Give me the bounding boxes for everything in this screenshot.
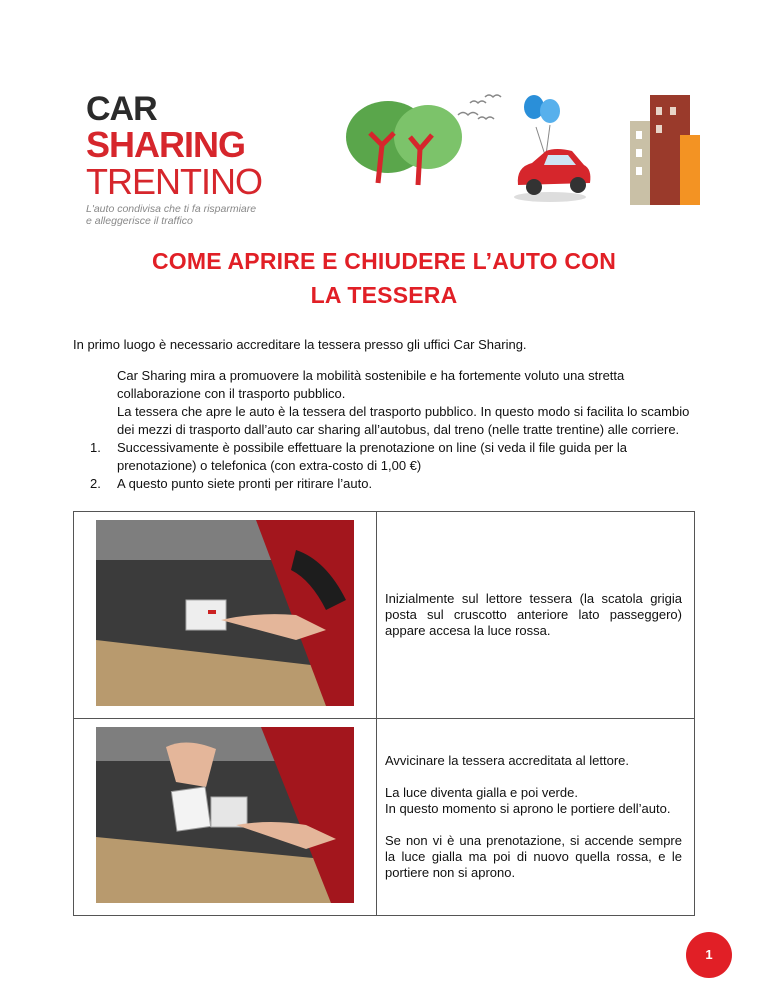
card-reader-photo [96, 520, 354, 706]
paragraph: Car Sharing mira a promuovere la mobilità sostenibile e ha fortemente voluto una stretta collaborazione con il trasporto pubblico. [117, 368, 625, 401]
table-row [74, 719, 695, 916]
logo-tagline: L'auto condivisa che ti fa risparmiare e alleggerisce il traffico [86, 203, 257, 227]
card-tap-photo [96, 727, 354, 903]
list-number: 1. [90, 440, 101, 455]
list-number: 2. [90, 476, 101, 491]
step-text: Avvicinare la tessera accreditata al lettore. La luce diventa gialla e poi verde. In questo momento si aprono le portiere dell’auto. Se non vi è una prenotazione, si accende sempre la luce gialla ma poi di nuovo quella rossa, e le portiere non si aprono. [377, 719, 695, 916]
intro-text: In primo luogo è necessario accreditare la tessera presso gli uffici Car Sharing. [73, 337, 527, 352]
photo-cell [74, 512, 377, 719]
logo-line-trentino: TRENTINO [86, 161, 262, 202]
buildings-icon [630, 95, 700, 205]
red-car-icon [514, 149, 590, 202]
page-number-badge: 1 [686, 932, 732, 978]
page-title: COME APRIRE E CHIUDERE L’AUTO CON LA TESSERA [151, 248, 617, 308]
balloons-icon [524, 95, 560, 155]
step-text: Inizialmente sul lettore tessera (la scatola grigia posta sul cruscotto anteriore lato passeggero) appare accesa la luce rossa. [377, 512, 695, 719]
logo-line-sharing: SHARING [86, 124, 246, 165]
steps-table [73, 511, 695, 916]
list-item: Successivamente è possibile effettuare la prenotazione on line (si veda il file guida per la prenotazione) o telefonica (con extra-costo di 1,00 €) [117, 440, 627, 473]
step-text-multiline: La luce diventa gialla e poi verde. In questo momento si aprono le portiere dell’auto. [385, 785, 671, 816]
list-item: A questo punto siete pronti per ritirare l’auto. [117, 476, 373, 491]
car-sharing-trentino-logo [86, 90, 286, 227]
paragraph: La tessera che apre le auto è la tessera del trasporto pubblico. In questo modo si facilita lo scambio dei mezzi di trasporto dall’auto car sharing all’autobus, dal treno (nelle tratte trentine) alle corriere. [117, 404, 690, 437]
birds-icon [458, 95, 501, 119]
table-row [74, 512, 695, 719]
logo-line-car: CAR [86, 90, 157, 128]
header-illustration [340, 85, 700, 210]
photo-cell [74, 719, 377, 916]
trees-icon [346, 101, 462, 185]
